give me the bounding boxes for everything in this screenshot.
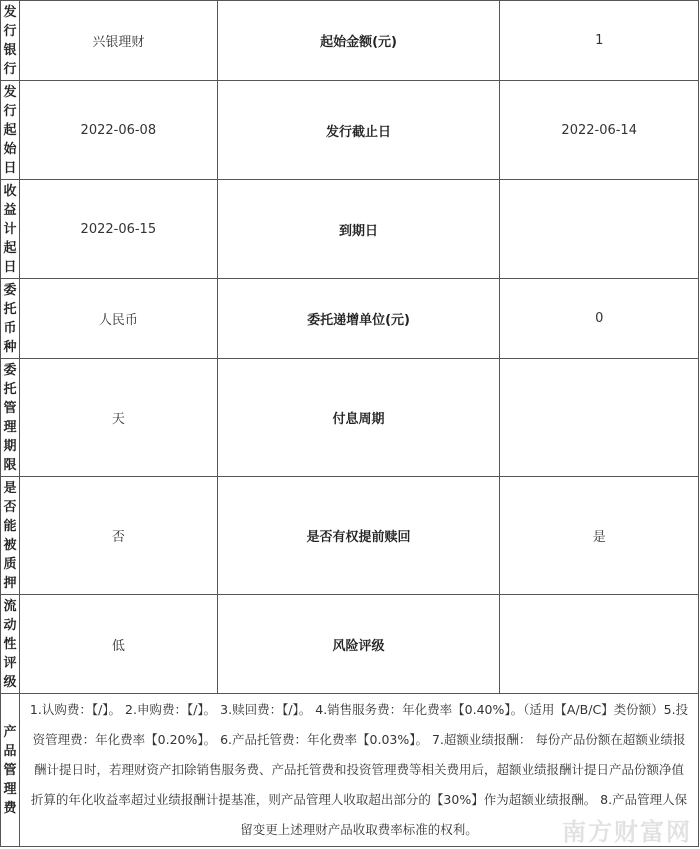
table-row xyxy=(1,279,699,359)
row-label: 到期日 xyxy=(217,180,500,279)
row-header: 是否能被质押 xyxy=(1,477,20,595)
row-value: 人民币 xyxy=(20,279,218,359)
row-header: 流动性评级 xyxy=(1,595,20,694)
row-value-2: 1 xyxy=(500,1,699,81)
row-header: 发行银行 xyxy=(1,1,20,81)
table-row xyxy=(1,359,699,477)
fee-header: 产品管理费 xyxy=(1,694,20,847)
row-header: 发行起始日 xyxy=(1,81,20,180)
row-value: 2022-06-08 xyxy=(20,81,218,180)
row-header: 委托币种 xyxy=(1,279,20,359)
row-value: 兴银理财 xyxy=(20,1,218,81)
row-label: 是否有权提前赎回 xyxy=(217,477,500,595)
table-row xyxy=(1,81,699,180)
fee-row xyxy=(1,694,699,847)
row-value-2 xyxy=(500,180,699,279)
row-label: 风险评级 xyxy=(217,595,500,694)
row-label: 起始金额(元) xyxy=(217,1,500,81)
row-value: 2022-06-15 xyxy=(20,180,218,279)
row-value-2 xyxy=(500,595,699,694)
row-value: 低 xyxy=(20,595,218,694)
watermark-logo: 南方财富网 xyxy=(562,818,692,846)
row-header: 收益计起日 xyxy=(1,180,20,279)
table-row xyxy=(1,180,699,279)
row-value: 天 xyxy=(20,359,218,477)
row-value: 否 xyxy=(20,477,218,595)
row-label: 发行截止日 xyxy=(217,81,500,180)
table-row xyxy=(1,595,699,694)
fee-description: 1.认购费：【/】。 2.申购费：【/】。 3.赎回费：【/】。 4.销售服务费：年化费率【0.40%】。（适用【A/B/C】类份额）5.投资管理费：年化费率【0.20%】。 6.产品托管费：年化费率【0.03%】。 7.超额业绩报酬： 每份产品份额在超额业绩报酬计提日时，若理财资产扣除销售服务费、产品托管费和投资管理费等相关费用后，超额业绩报酬计提日产品份额净值折算的年化收益率超过业绩报酬计提基准，则产品管理人收取超出部分的【30%】作为超额业绩报酬。 8.产品管理人保留变更上述理财产品收取费率标准的权利。 xyxy=(20,694,699,847)
row-value-2 xyxy=(500,359,699,477)
row-label: 付息周期 xyxy=(217,359,500,477)
row-value-2: 2022-06-14 xyxy=(500,81,699,180)
table-row xyxy=(1,1,699,81)
row-label: 委托递增单位(元) xyxy=(217,279,500,359)
table-row xyxy=(1,477,699,595)
row-value-2: 0 xyxy=(500,279,699,359)
row-header: 委托管理期限 xyxy=(1,359,20,477)
row-value-2: 是 xyxy=(500,477,699,595)
